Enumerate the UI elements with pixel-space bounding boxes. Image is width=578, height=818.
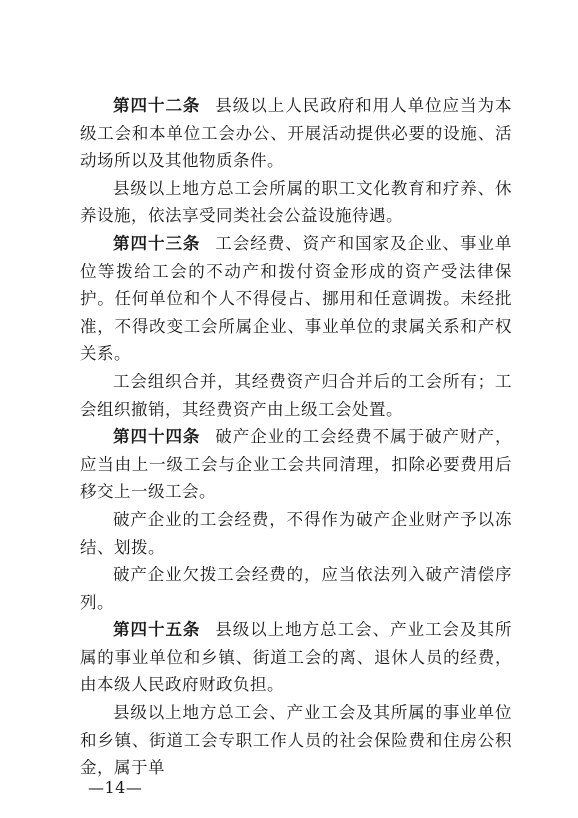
article-number: 第四十四条 — [113, 427, 201, 447]
page-number: —14— — [88, 778, 143, 797]
paragraph-text: 县级以上地方总工会、产业工会及其所属的事业单位和乡镇、街道工会专职工作人员的社会保险费和住房公积金，属于单 — [80, 703, 512, 778]
paragraph-8 — [80, 616, 512, 699]
paragraph-text: 破产企业欠拨工会经费的，应当依法列入破产清偿序列。 — [80, 565, 512, 612]
article-number: 第四十二条 — [113, 96, 201, 115]
paragraph-text: 破产企业的工会经费不属于破产财产，应当由上一级工会与企业工会共同清理，扣除必要费用后移交上一级工会。 — [80, 427, 513, 502]
document-body — [80, 92, 512, 782]
paragraph-text: 县级以上地方总工会所属的职工文化教育和疗养、休养设施，依法享受同类社会公益设施待遇。 — [80, 178, 512, 226]
article-number: 第四十三条 — [113, 233, 201, 253]
paragraph-2 — [80, 175, 512, 230]
paragraph-3 — [80, 230, 512, 368]
paragraph-1 — [80, 92, 512, 175]
paragraph-text: 县级以上人民政府和用人单位应当为本级工会和本单位工会办公、开展活动提供必要的设施、活动场所以及其他物质条件。 — [80, 96, 513, 171]
paragraph-text: 工会经费、资产和国家及企业、事业单位等拨给工会的不动产和拨付资金形成的资产受法律保护。任何单位和个人不得侵占、挪用和任意调拨。未经批准，不得改变工会所属企业、事业单位的隶属关系和产权关系。 — [80, 233, 513, 364]
paragraph-9 — [80, 699, 512, 782]
paragraph-5 — [80, 423, 512, 506]
paragraph-4 — [80, 368, 512, 423]
paragraph-6 — [80, 506, 512, 561]
paragraph-text: 工会组织合并，其经费资产归合并后的工会所有；工会组织撤销，其经费资产由上级工会处置。 — [80, 371, 512, 419]
article-number: 第四十五条 — [113, 620, 201, 640]
paragraph-7 — [80, 561, 512, 616]
paragraph-text: 破产企业的工会经费，不得作为破产企业财产予以冻结、划拨。 — [80, 509, 512, 557]
paragraph-text: 县级以上地方总工会、产业工会及其所属的事业单位和乡镇、街道工会的离、退休人员的经费，由本级人民政府财政负担。 — [80, 620, 513, 695]
